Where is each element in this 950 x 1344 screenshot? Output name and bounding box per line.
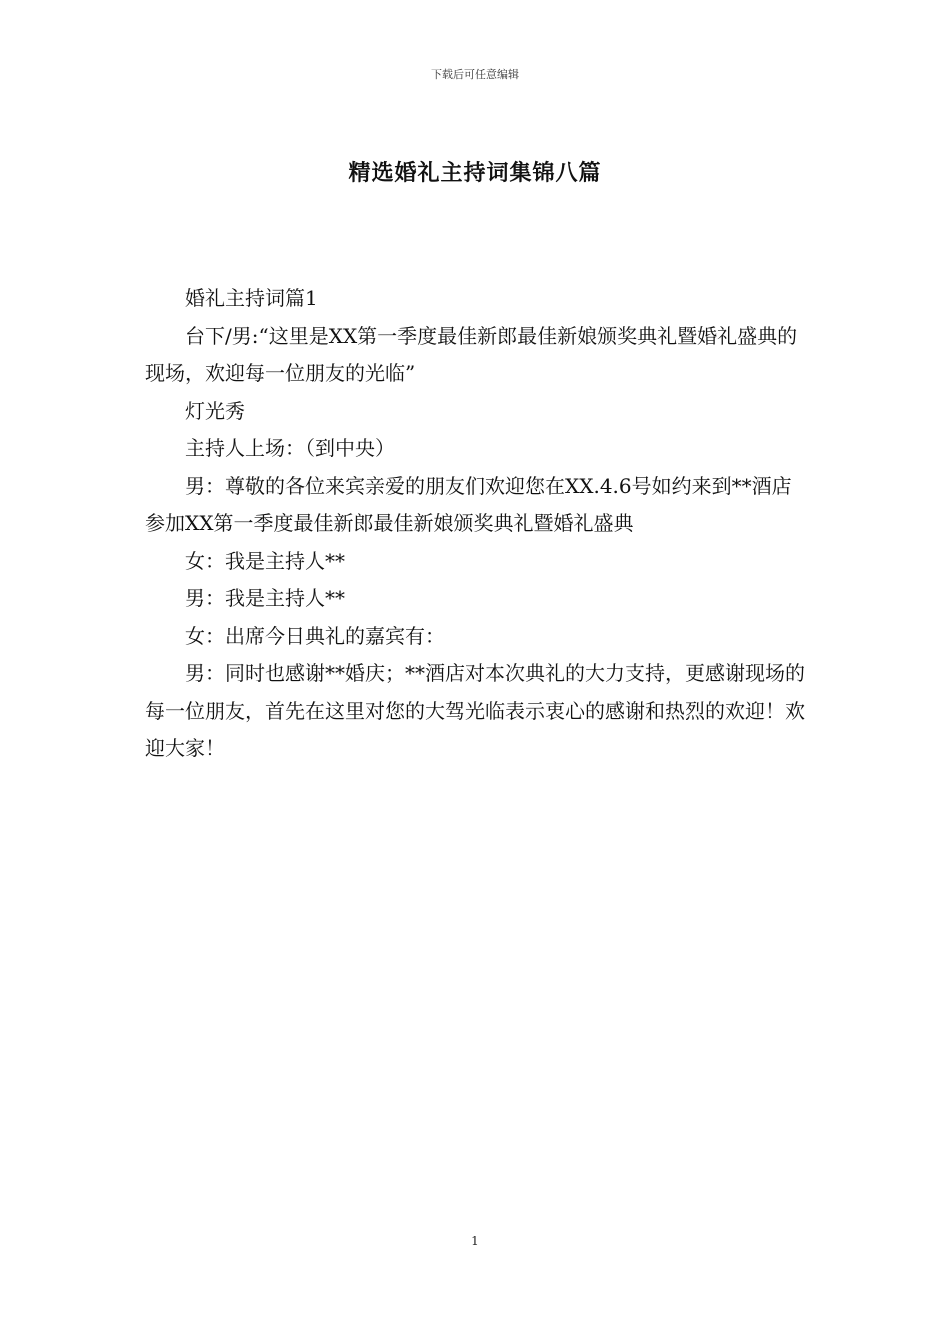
paragraph: 男：我是主持人** (185, 586, 345, 610)
paragraph: 男：同时也感谢**婚庆；**酒店对本次典礼的大力支持，更感谢现场的每一位朋友，首先在这里对您的大驾光临表示衷心的感谢和热烈的欢迎！欢迎大家！ (145, 661, 805, 760)
paragraph: 婚礼主持词篇1 (185, 286, 318, 310)
paragraph: 主持人上场：（到中央） (185, 436, 395, 460)
page-number: 1 (471, 1234, 479, 1248)
paragraph: 女：我是主持人** (185, 548, 345, 573)
paragraph: 灯光秀 (185, 398, 245, 423)
document-title: 精选婚礼主持词集锦八篇 (348, 160, 602, 186)
header-note: 下载后可任意编辑 (431, 68, 519, 81)
document-body (145, 280, 810, 768)
paragraph: 男：尊敬的各位来宾亲爱的朋友们欢迎您在XX.4.6号如约来到**酒店参加XX第一季度最佳新郎最佳新娘颁奖典礼暨婚礼盛典 (145, 473, 792, 535)
paragraph: 台下/男:“这里是XX第一季度最佳新郎最佳新娘颁奖典礼暨婚礼盛典的现场，欢迎每一位朋友的光临” (145, 323, 798, 385)
paragraph: 女：出席今日典礼的嘉宾有： (185, 623, 445, 648)
